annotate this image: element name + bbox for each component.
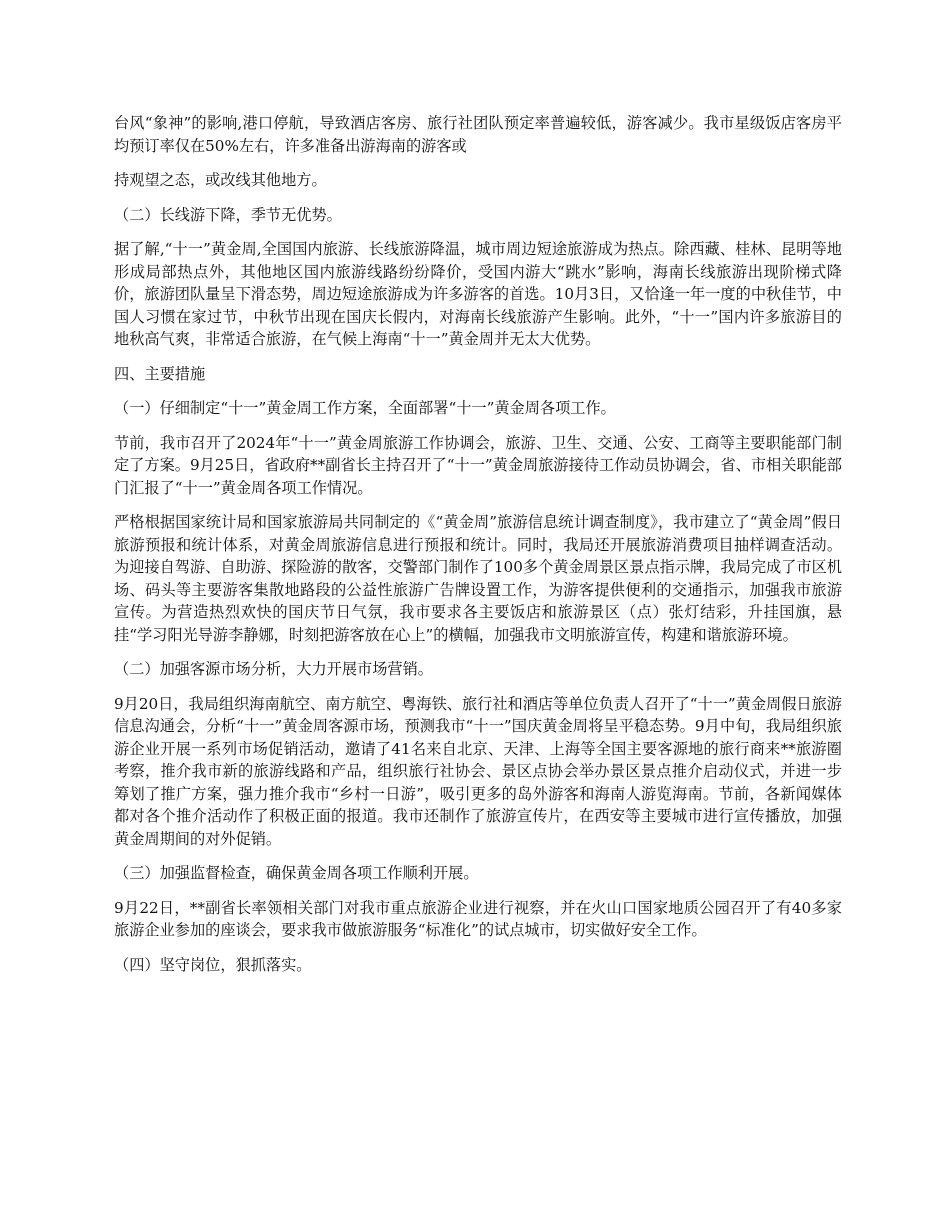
paragraph-long-trips: 据了解,“十一”黄金周,全国国内旅游、长线旅游降温，城市周边短途旅游成为热点。除西藏、桂林、昆明等地形成局部热点外，其他地区国内旅游线路纷纷降价，受国内游大“跳水”影响，海南长线旅游出现阶梯式降价，旅游团队量呈下滑态势，周边短途旅游成为许多游客的首选。10月3日，又恰逢一年一度的中秋佳节，中国人习惯在家过节，中秋节出现在国庆长假内，对海南长线旅游产生影响。此外，“十一”国内许多旅游目的地秋高气爽，非常适合旅游，在气候上海南“十一”黄金周并无太大优势。 xyxy=(114,240,842,348)
section-heading-inspection: （三）加强监督检查，确保黄金周各项工作顺利开展。 xyxy=(114,864,479,882)
paragraph-inspection: 9月22日，**副省长率领相关部门对我市重点旅游企业进行视察，并在火山口国家地质公园召开了有40多家旅游企业参加的座谈会，要求我市做旅游服务“标准化”的试点城市，切实做好安全工作。 xyxy=(114,898,842,939)
section-heading-stay-at-post: （四）坚守岗位，狠抓落实。 xyxy=(114,955,312,974)
paragraph-typhoon-impact: 台风“象神”的影响,港口停航，导致酒店客房、旅行社团队预定率普遍较低，游客减少。我市星级饭店客房平均预订率仅在50%左右，许多准备出游海南的游客或 xyxy=(114,114,842,155)
section-heading-long-trips: （二）长线游下降，季节无优势。 xyxy=(114,205,342,224)
paragraph-wait-and-see: 持观望之态，或改线其他地方。 xyxy=(114,171,327,189)
section-heading-work-plan: （一）仔细制定“十一”黄金周工作方案，全面部署“十一”黄金周各项工作。 xyxy=(114,399,616,417)
paragraph-marketing: 9月20日，我局组织海南航空、南方航空、粤海铁、旅行社和酒店等单位负责人召开了“十一”黄金周假日旅游信息沟通会，分析“十一”黄金周客源市场，预测我市“十一”国庆黄金周将呈平稳态势。9月中旬，我局组织旅游企业开展一系列市场促销活动，邀请了41名来自北京、天津、上海等全国主要客源地的旅行商来**旅游圈考察，推介我市新的旅游线路和产品，组织旅行社协会、景区点协会举办景区景点推介启动仪式，并进一步筹划了推广方案，强力推介我市“乡村一日游”，吸引更多的岛外游客和海南人游览海南。节前，各新闻媒体都对各个推介活动作了积极正面的报道。我市还制作了旅游宣传片，在西安等主要城市进行宣传播放，加强黄金周期间的对外促销。 xyxy=(114,694,842,848)
section-heading-market-analysis: （二）加强客源市场分析，大力开展市场营销。 xyxy=(114,660,433,678)
section-heading-main-measures: 四、主要措施 xyxy=(114,364,206,383)
paragraph-coordination-meeting: 节前，我市召开了2024年“十一”黄金周旅游工作协调会，旅游、卫生、交通、公安、工商等主要职能部门制定了方案。9月25日，省政府**副省长主持召开了“十一”黄金周旅游接待工作动员协调会，省、市相关职能部门汇报了“十一”黄金周各项工作情况。 xyxy=(114,433,842,497)
paragraph-statistics-system: 严格根据国家统计局和国家旅游局共同制定的《“黄金周”旅游信息统计调查制度》，我市建立了“黄金周”假日旅游预报和统计体系，对黄金周旅游信息进行预报和统计。同时，我局还开展旅游消费项目抽样调查活动。为迎接自驾游、自助游、探险游的散客，交警部门制作了100多个黄金周景区景点指示牌，我局完成了市区机场、码头等主要游客集散地路段的公益性旅游广告牌设置工作，为游客提供便利的交通指示，加强我市旅游宣传。为营造热烈欢快的国庆节日气氛，我市要求各主要饭店和旅游景区（点）张灯结彩，升挂国旗，悬挂“学习阳光导游李静娜，时刻把游客放在心上”的横幅，加强我市文明旅游宣传，构建和谐旅游环境。 xyxy=(114,513,842,644)
document-page xyxy=(114,112,842,988)
